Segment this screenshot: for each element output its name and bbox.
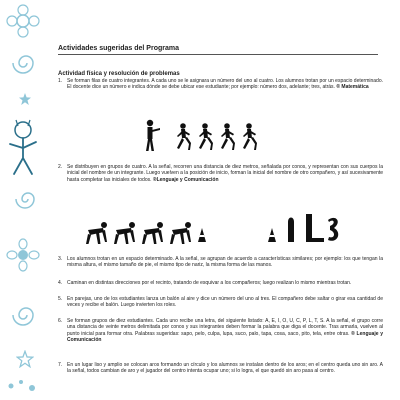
activity-item-7 [58, 362, 383, 375]
doodle-flower-top-left [4, 2, 42, 40]
cone-icon [198, 228, 206, 242]
activity-number: 3. [58, 256, 63, 262]
activity-number: 2. [58, 164, 63, 170]
activity-number: 6. [58, 318, 63, 324]
crouching-child-icon [86, 222, 107, 244]
cone-icon [268, 228, 276, 242]
activity-item-4 [58, 280, 383, 286]
crouching-child-icon [114, 222, 135, 244]
activity-number: 5. [58, 296, 63, 302]
activity-text: Caminan en distintas direcciones por el recinto, tratando de esquivar a los compañeros; luego realizan lo mismo mientras trotan. [67, 280, 352, 286]
activity-item-6 [58, 318, 383, 344]
crouching-child-icon [170, 222, 191, 244]
coach-figure-icon [146, 120, 160, 151]
illustration-runners [140, 118, 270, 154]
doodle-dots-bottom [6, 376, 40, 396]
doodle-swirl-top [8, 48, 38, 78]
runner-icon [177, 123, 191, 150]
activity-item-5 [58, 296, 383, 309]
activity-text: Se distribuyen en grupos de cuatro. A la señal, recorren una distancia de diez metros, señalada por conos, y representan con sus cuerpos la inicial del nombre de un integrante. Luego vuelven a la posición de inicio, forman la inicial del nombre de otro compañero, y así sucesivamente hasta completar las iniciales de todos. [67, 164, 384, 183]
doodle-child-figure [4, 118, 42, 178]
activity-item-2 [58, 164, 383, 183]
activity-text: En un lugar liso y amplio se colocan aros formando un círculo y los alumnos se instalan dentro de los aros; en el centro queda uno sin aro. A la señal, todos cambian de aro y el jugador del centro intenta ocupar uno; si lo logra, el que quedó sin aro pasa al centro. [67, 362, 383, 375]
runner-icon [243, 123, 257, 150]
doodle-star [18, 92, 32, 106]
crouching-child-icon [142, 222, 163, 244]
activity-subject-tag: ® Lenguaje y Comunicación [67, 330, 383, 344]
illustration-letter-race [84, 212, 344, 246]
runner-icon [221, 123, 235, 150]
activity-number: 4. [58, 280, 63, 286]
doodle-flower-mid [6, 238, 40, 272]
doodle-spiral-mid [12, 186, 38, 212]
activity-text: Los alumnos trotan en un espacio determinado. A la señal, se agrupan de acuerdo a características similares; por ejemplo: los que tengan la misma altura, el mismo tamaño de pie, el mismo tipo de nariz, la misma forma de las manos. [67, 256, 383, 269]
activity-number: 7. [58, 362, 63, 368]
page-title: Actividades sugeridas del Programa [58, 45, 378, 55]
runner-icon [199, 123, 213, 150]
activity-text: En parejas, uno de los estudiantes lanza un balón al aire y dice un número del uno al tres. El compañero debe saltar o girar esa cantidad de veces y recibe el balón. Luego invierten los roles. [67, 296, 383, 309]
activity-number: 1. [58, 78, 63, 84]
bodies-forming-letters-icon [288, 214, 338, 242]
activity-subject-tag: ® Matemática [336, 84, 369, 91]
activity-text: Se forman grupos de diez estudiantes. Cada uno recibe una letra, del siguiente listado: A, E, I, O, U, C, P, L, T, S. A la señal, el grupo corre una distancia de veinte metros delimitada por conos y sus integrantes deben formar la palabra que diga el docente. Tras armarla, vuelven al punto inicial para formar otra. Palabras sugeridas: sapo, pelo, culpa, lupa, suco, palo, tapa, cosa, saco, pito, tela, entre otras. [67, 318, 383, 337]
section-title: Actividad física y resolución de problemas [58, 71, 180, 77]
activity-item-3 [58, 256, 383, 269]
activity-text: Se forman filas de cuatro integrantes. A cada uno se le asignara un número del uno al cuatro. Los alumnos trotan por un espacio determinado. El docente dice un número e indica dónde se debe ubicar ese estudiante; por ejemplo: número dos, adelante; tres, atrás. [67, 78, 383, 91]
activity-subject-tag: ®Lenguaje y Comunicación [152, 176, 219, 183]
doodle-swirl-bottom [8, 300, 38, 330]
activity-item-1 [58, 78, 383, 91]
doodle-star-bottom [16, 350, 34, 368]
